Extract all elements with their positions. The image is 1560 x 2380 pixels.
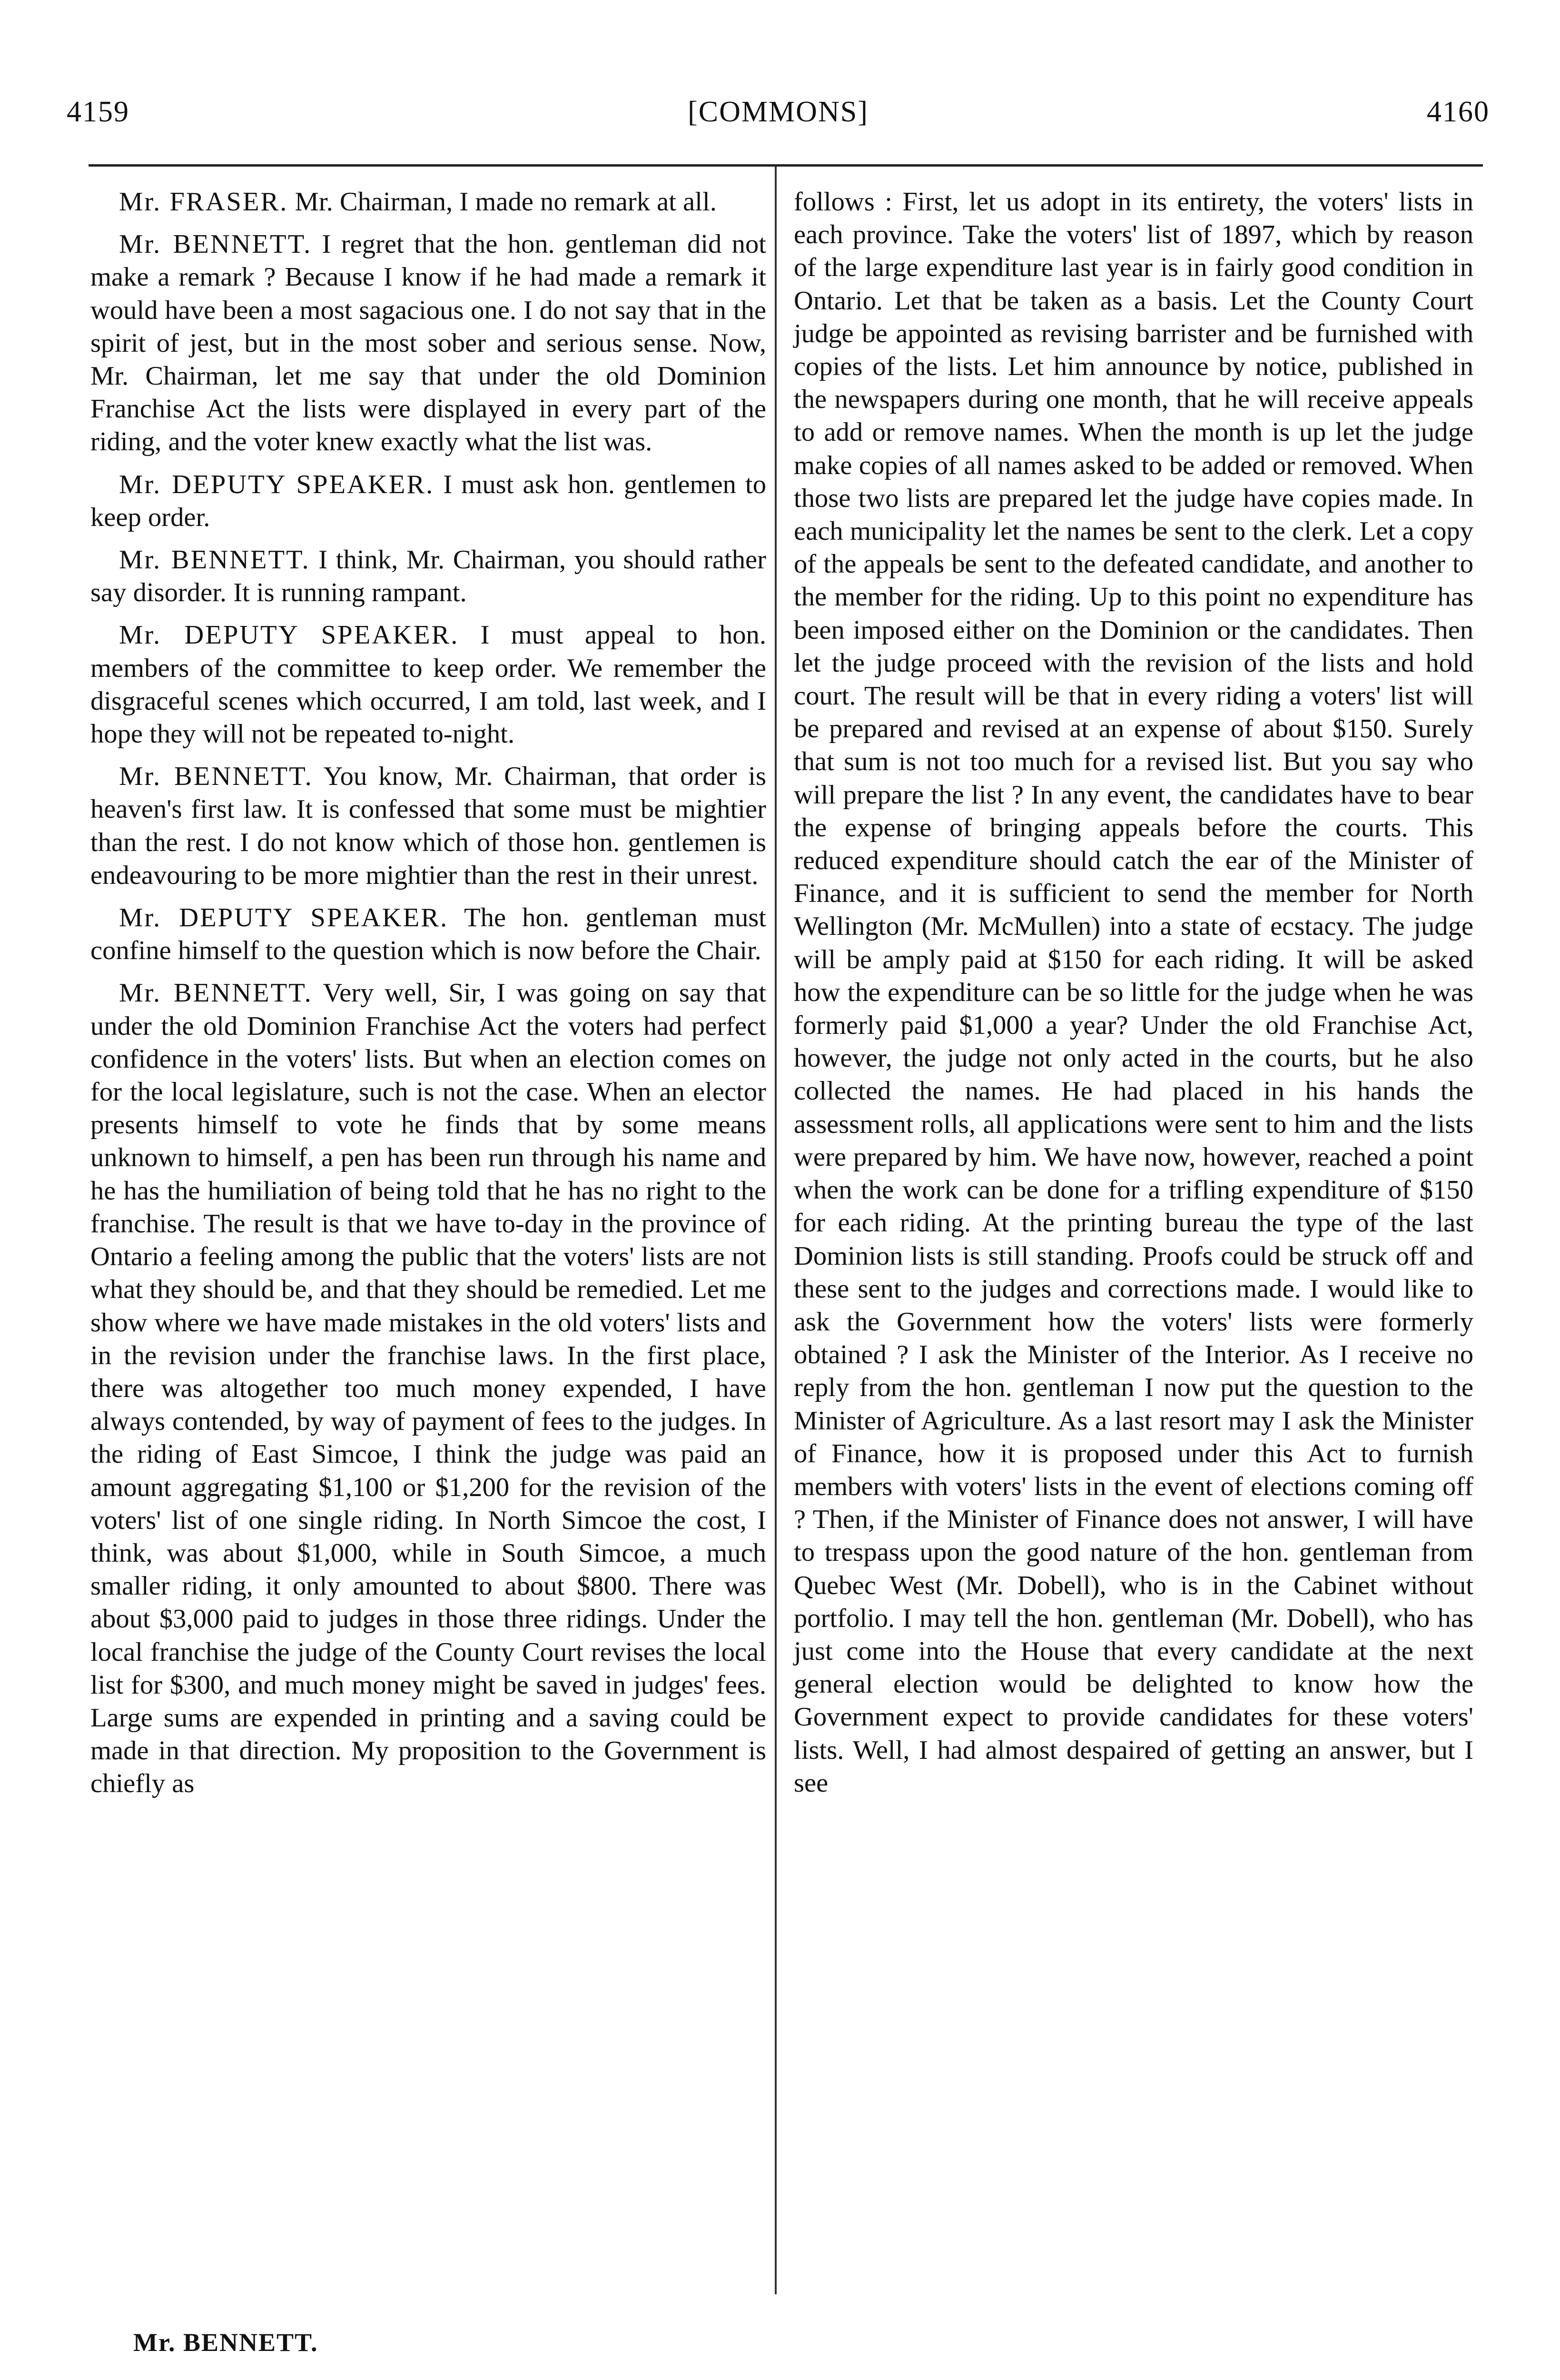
speech-paragraph [90, 902, 766, 967]
speaker-name: Mr. DEPUTY SPEAKER. [119, 620, 459, 650]
speech-paragraph [90, 228, 766, 458]
speech-text: follows : First, let us adopt in its entirety, the voters' lists in each province. Take the voters' list of 1897, which by reason of the large expenditure last year is in fairly good condition in Ontario. Let that be taken as a basis. Let the County Court judge be appointed as revising barrister and be furnished with copies of the lists. Let him announce by notice, published in the newspapers during one month, that he will receive appeals to add or remove names. When the month is up let the judge make copies of all names asked to be added or removed. When those two lists are prepared let the judge have copies made. In each municipality let the names be sent to the clerk. Let a copy of the appeals be sent to the defeated candidate, and another to the member for the riding. Up to this point no expenditure has been imposed either on the Dominion or the candidates. Then let the judge proceed with the revision of the lists and hold court. The result will be that in every riding a voters' list will be prepared and revised at an expense of about $150. Surely that sum is not too much for a revised list. But you say who will prepare the list ? In any event, the candidates have to bear the expense of bringing appeals before the courts. This reduced expenditure should catch the ear of the Minister of Finance, and it is sufficient to send the member for North Wellington (Mr. McMullen) into a state of ecstacy. The judge will be amply paid at $150 for each riding. It will be asked how the expenditure can be so little for the judge when he was formerly paid $1,000 a year? Under the old Franchise Act, however, the judge not only acted in the courts, but he also collected the names. He had placed in his hands the assessment rolls, all applications were sent to him and the lists were prepared by him. We have now, however, reached a point when the work can be done for a trifling expenditure of $150 for each riding. At the printing bureau the type of the last Dominion lists is still standing. Proofs could be struck off and these sent to the judges and corrections made. I would like to ask the Government how the voters' lists were formerly obtained ? I ask the Minister of the Interior. As I receive no reply from the hon. gentleman I now put the question to the Minister of Agriculture. As a last resort may I ask the Minister of Finance, how it is proposed under this Act to furnish members with voters' lists in the event of elections coming off ? Then, if the Minister of Finance does not answer, I will have to trespass upon the good nature of the hon. gentleman from Quebec West (Mr. Dobell), who is in the Cabinet without portfolio. I may tell the hon. gentleman (Mr. Dobell), who has just come into the House that every candidate at the next general election would be delighted to know how the Government expect to provide candidates for these voters' lists. Well, I had almost despaired of getting an answer, but I see [794, 187, 1473, 1798]
speech-paragraph [90, 544, 766, 609]
speech-text: Very well, Sir, I was going on say that under the old Dominion Franchise Act the voters had perfect confidence in the voters' lists. But when an election comes on for the local legislature, such is not the case. When an elector presents himself to vote he finds that by some means unknown to himself, a pen has been run through his name and he has the humiliation of being told that he has no right to the franchise. The result is that we have to-day in the province of Ontario a feeling among the public that the voters' lists are not what they should be, and that they should be remedied. Let me show where we have made mistakes in the old voters' lists and in the revision under the franchise laws. In the first place, there was altogether too much money expended, I have always contended, by way of payment of fees to the judges. In the riding of East Simcoe, I think the judge was paid an amount aggregating $1,100 or $1,200 for the revision of the voters' list of one single riding. In North Simcoe the cost, I think, was about $1,000, while in South Simcoe, a much smaller riding, it only amounted to about $800. There was about $3,000 paid to judges in those three ridings. Under the local franchise the judge of the County Court revises the local list for $300, and much money might be saved in judges' fees. Large sums are expended in printing and a saving could be made in that direction. My proposition to the Government is chiefly as [90, 978, 766, 1799]
speaker-name: Mr. DEPUTY SPEAKER. [119, 903, 449, 933]
catchword: Mr. BENNETT. [133, 2328, 318, 2357]
speech-paragraph [90, 468, 766, 534]
running-title: [COMMONS] [688, 96, 869, 128]
speech-paragraph [90, 977, 766, 1800]
speech-text: I regret that the hon. gentleman did not make a remark ? Because I know if he had made a remark it would have been a most sagacious one. I do not say that in the spirit of jest, but in the most sober and serious sense. Now, Mr. Chairman, let me say that under the old Dominion Franchise Act the lists were displayed in every part of the riding, and the voter knew exactly what the list was. [90, 229, 766, 457]
right-page-number: 4160 [1427, 96, 1490, 128]
page-header [67, 95, 1490, 152]
speaker-name: Mr. DEPUTY SPEAKER. [119, 469, 434, 499]
left-page-number: 4159 [67, 96, 129, 128]
left-column [90, 186, 766, 1810]
speech-paragraph [90, 619, 766, 751]
right-column [794, 186, 1473, 1809]
speaker-name: Mr. BENNETT. [119, 545, 310, 575]
column-divider [775, 167, 777, 2294]
speech-text: The hon. gentleman must confine himself to the question which is now before the Chair. [90, 903, 766, 966]
speech-paragraph [90, 760, 766, 892]
header-rule [89, 164, 1483, 167]
speech-paragraph [794, 186, 1473, 1800]
speech-text: Mr. Chairman, I made no remark at all. [295, 187, 717, 217]
speech-text: I think, Mr. Chairman, you should rather say disorder. It is running rampant. [90, 545, 766, 608]
speaker-name: Mr. FRASER. [119, 187, 288, 217]
speech-text: I must appeal to hon. members of the committee to keep order. We remember the disgraceful scenes which occurred, I am told, last week, and I hope they will not be repeated to-night. [90, 620, 766, 749]
speaker-name: Mr. BENNETT. [119, 229, 312, 259]
speaker-name: Mr. BENNETT. [119, 762, 313, 792]
speaker-name: Mr. BENNETT. [119, 978, 313, 1008]
speech-text: You know, Mr. Chairman, that order is heaven's first law. It is confessed that some must be mightier than the rest. I do not know which of those hon. gentlemen is endeavouring to be more mightier than the rest in their unrest. [90, 762, 766, 890]
speech-text: I must ask hon. gentlemen to keep order. [90, 469, 766, 532]
speech-paragraph [90, 186, 766, 218]
